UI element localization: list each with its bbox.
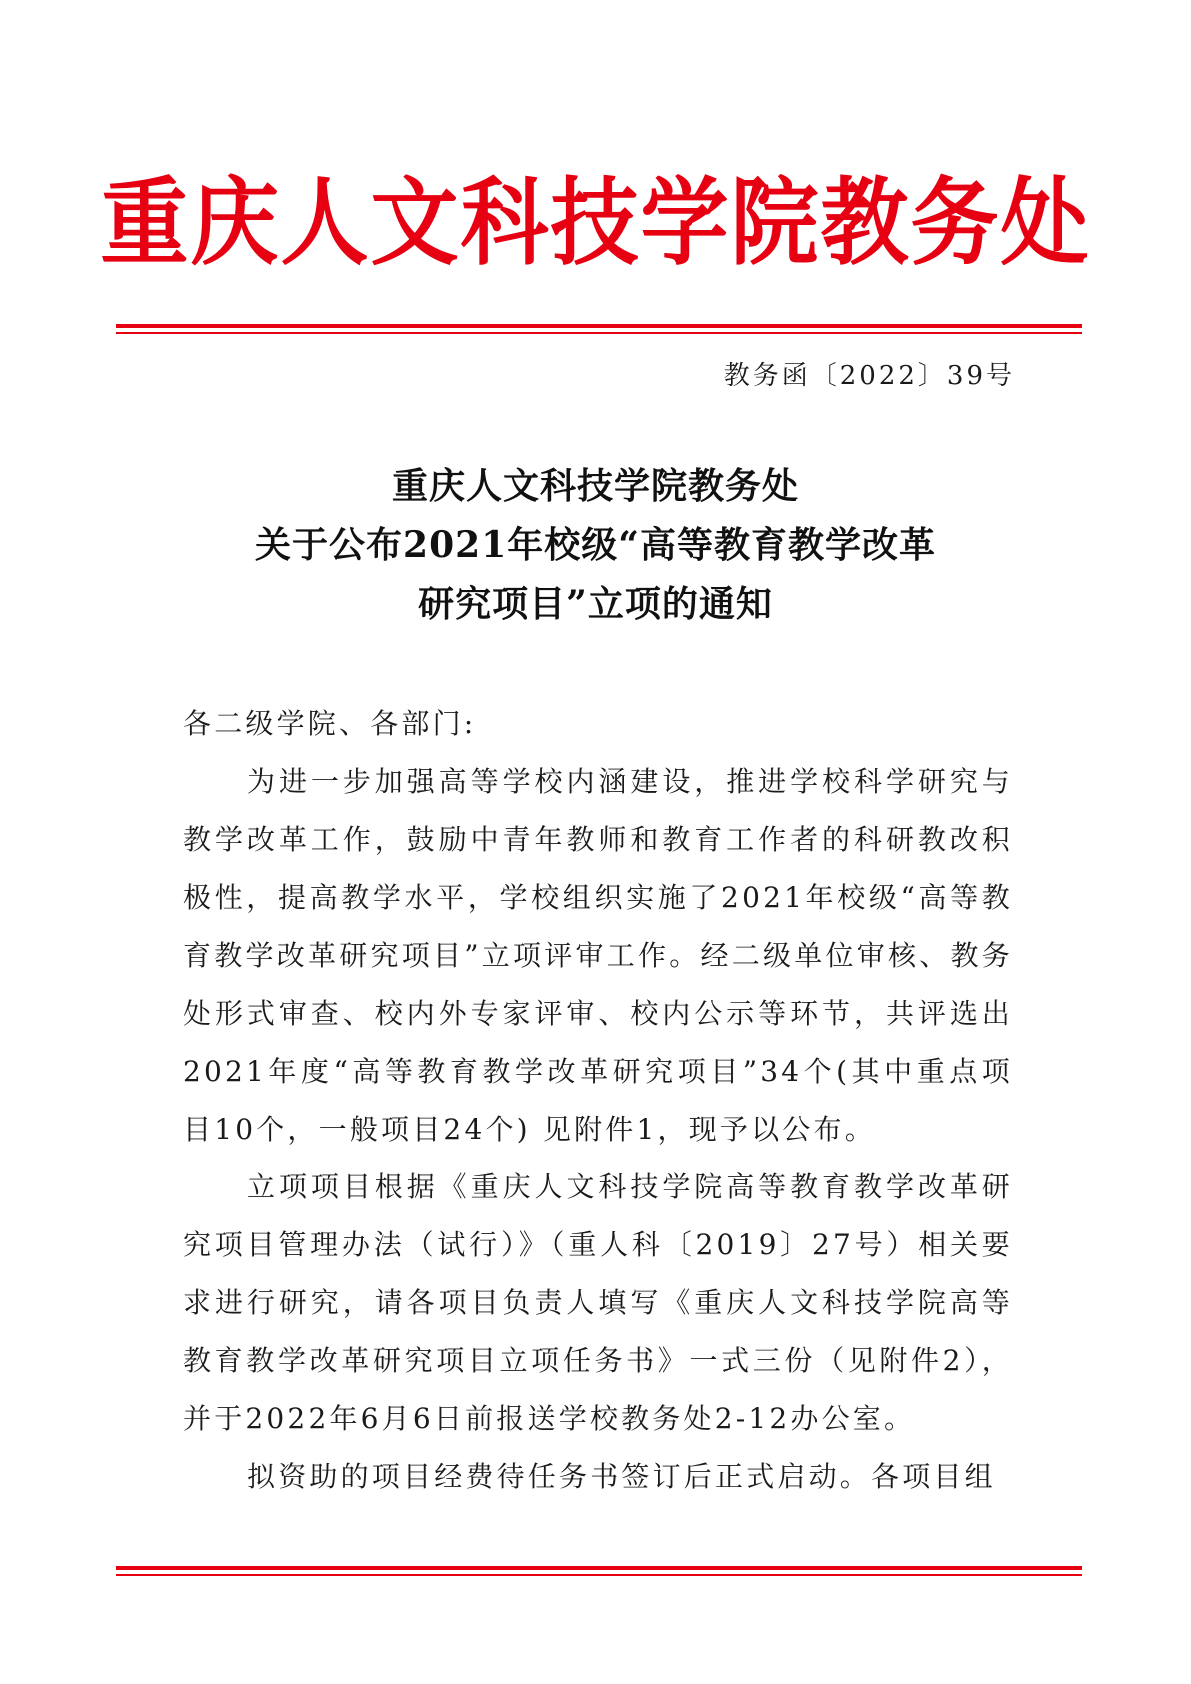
document-title (0, 457, 1191, 634)
footer-divider (116, 1566, 1082, 1576)
title-line-2: 关于公布2021年校级“高等教育教学改革 (255, 524, 936, 566)
document-number: 教务函〔2022〕39号 (723, 361, 1015, 391)
body-paragraph-2: 立项项目根据《重庆人文科技学院高等教育教学改革研究项目管理办法（试行）》（重人科〔2019〕27号）相关要求进行研究，请各项目负责人填写《重庆人文科技学院高等教育教学改革研究项目立项任务书》一式三份（见附件2），并于2022年6月6日前报送学校教务处2-12办公室。 (183, 1170, 1013, 1435)
divider-thin-line (116, 332, 1082, 334)
title-line-1: 重庆人文科技学院教务处 (391, 465, 799, 507)
letterhead-divider-top (116, 324, 1082, 334)
salutation: 各二级学院、各部门: (183, 707, 477, 740)
body-paragraph-1: 为进一步加强高等学校内涵建设，推进学校科学研究与教学改革工作，鼓励中青年教师和教育工作者的科研教改积极性，提高教学水平，学校组织实施了2021年校级“高等教育教学改革研究项目”立项评审工作。经二级单位审核、教务处形式审查、校内外专家评审、校内公示等环节，共评选出2021年度“高等教育教学改革研究项目”34个(其中重点项目10个，一般项目24个) 见附件1，现予以公布。 (183, 765, 1013, 1146)
divider-thick-line (116, 1566, 1082, 1570)
divider-thin-line (116, 1574, 1082, 1576)
divider-thick-line (116, 324, 1082, 328)
letterhead-title: 重庆人文科技学院教务处 (100, 166, 1091, 279)
title-line-3: 研究项目”立项的通知 (418, 583, 773, 625)
body-paragraph-3: 拟资助的项目经费待任务书签订后正式启动。各项目组 (247, 1460, 996, 1493)
